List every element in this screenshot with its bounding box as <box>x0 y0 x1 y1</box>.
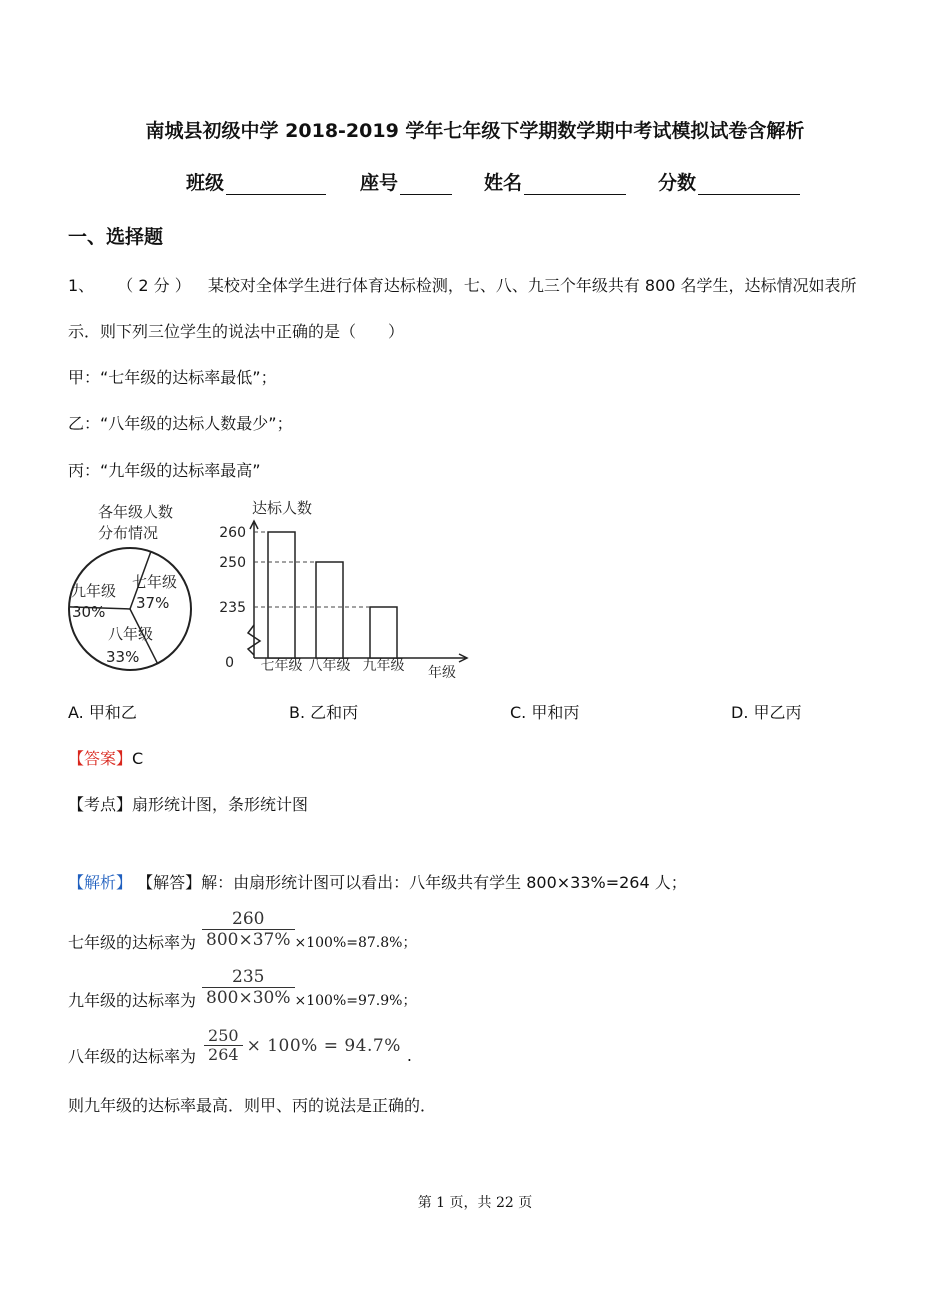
analysis-text-1: 解：由扇形统计图可以看出：八年级共有学生 800×33%=264 人； <box>201 873 687 892</box>
analysis-tag: 【解析】 <box>68 873 133 892</box>
eighth-fraction <box>204 1027 243 1064</box>
question-number: 1、 <box>68 276 95 295</box>
section-title: 一、选择题 <box>68 226 164 248</box>
seventh-label: 七年级的达标率为 <box>68 933 197 952</box>
option-d[interactable]: D. 甲乙丙 <box>731 703 802 722</box>
analysis-eighth <box>68 1024 412 1067</box>
ninth-numerator: 235 <box>232 967 265 987</box>
pie-pct-eighth: 33% <box>106 648 140 666</box>
analysis-conclusion: 则九年级的达标率最高．则甲、丙的说法是正确的． <box>68 1096 437 1115</box>
bar-ytick-3: 235 <box>219 600 246 616</box>
ninth-denominator: 800×30% <box>206 988 291 1008</box>
ninth-tail: ×100%=97.9%； <box>294 992 417 1009</box>
kaodian-tag: 【考点】 <box>68 795 133 814</box>
statement-bing: 丙：“九年级的达标率最高” <box>68 461 261 480</box>
seventh-denominator: 800×37% <box>206 930 291 950</box>
eighth-end: . <box>406 1046 412 1065</box>
bar-marks <box>219 521 467 674</box>
question-points: （ 2 分 ） <box>117 276 191 295</box>
option-a[interactable]: A. 甲和乙 <box>68 703 137 722</box>
statement-yi: 乙：“八年级的达标人数最少”； <box>68 414 293 433</box>
pie-title-line1: 各年级人数 <box>98 503 174 521</box>
pie-pct-seventh: 37% <box>136 594 170 612</box>
eighth-numerator: 250 <box>208 1026 239 1045</box>
statement-jia: 甲：“七年级的达标率最低”； <box>68 368 277 387</box>
question-line-1 <box>68 273 857 296</box>
bar-ytick-1: 260 <box>219 525 246 541</box>
bar-ylabel: 达标人数 <box>252 499 313 517</box>
bar-chart <box>212 495 472 680</box>
class-field <box>186 168 326 195</box>
kaodian-line <box>68 792 308 815</box>
kaodian-value: 扇形统计图，条形统计图 <box>132 795 309 814</box>
eighth-tail: × 100% = 94.7% <box>246 1035 401 1056</box>
answer-tag: 【答案】 <box>68 749 133 768</box>
pie-pct-ninth: 30% <box>72 603 106 621</box>
pie-chart <box>66 495 206 675</box>
ninth-fraction <box>202 967 294 1008</box>
name-label: 姓名 <box>484 172 523 194</box>
name-field <box>484 168 626 195</box>
answer-value: C <box>132 749 144 768</box>
eighth-label: 八年级的达标率为 <box>68 1047 197 1066</box>
bar-category-2: 八年级 <box>308 658 351 674</box>
ninth-label: 九年级的达标率为 <box>68 991 197 1010</box>
bar-category-3: 九年级 <box>362 658 405 674</box>
bar-2 <box>316 562 343 658</box>
bar-xlabel: 年级 <box>428 665 456 680</box>
name-blank <box>524 172 626 195</box>
analysis-ninth <box>68 964 416 1011</box>
bar-3 <box>370 607 397 658</box>
option-c[interactable]: C. 甲和丙 <box>510 703 580 722</box>
bar-1 <box>268 532 295 658</box>
pie-label-seventh: 七年级 <box>132 573 178 591</box>
class-blank <box>226 172 326 195</box>
seventh-numerator: 260 <box>232 909 265 929</box>
score-blank <box>698 172 800 195</box>
page-title: 南城县初级中学 2018-2019 学年七年级下学期数学期中考试模拟试卷含解析 <box>145 120 805 142</box>
question-stem-1: 某校对全体学生进行体育达标检测，七、八、九三个年级共有 800 名学生，达标情况如表所 <box>207 276 857 295</box>
bar-origin-label: 0 <box>225 655 234 671</box>
option-b[interactable]: B. 乙和丙 <box>289 703 359 722</box>
seat-blank <box>400 172 452 195</box>
analysis-line-1 <box>68 870 687 893</box>
eighth-denominator: 264 <box>208 1045 239 1064</box>
seat-field <box>360 168 452 195</box>
bar-category-1: 七年级 <box>260 658 303 674</box>
answer-line <box>68 746 143 769</box>
page-footer: 第 1 页，共 22 页 <box>417 1195 533 1211</box>
question-stem-2: 示．则下列三位学生的说法中正确的是（ ） <box>68 322 405 341</box>
bar-ytick-2: 250 <box>219 555 246 571</box>
seventh-tail: ×100%=87.8%； <box>294 934 417 951</box>
pie-title-line2: 分布情况 <box>98 524 159 542</box>
class-label: 班级 <box>186 172 225 194</box>
score-field <box>658 168 800 195</box>
seat-label: 座号 <box>360 172 399 194</box>
score-label: 分数 <box>658 172 697 194</box>
seventh-fraction <box>202 909 294 950</box>
pie-label-eighth: 八年级 <box>108 625 154 643</box>
pie-label-ninth: 九年级 <box>71 582 117 600</box>
analysis-subtag: 【解答】 <box>137 873 202 892</box>
analysis-seventh <box>68 906 416 953</box>
